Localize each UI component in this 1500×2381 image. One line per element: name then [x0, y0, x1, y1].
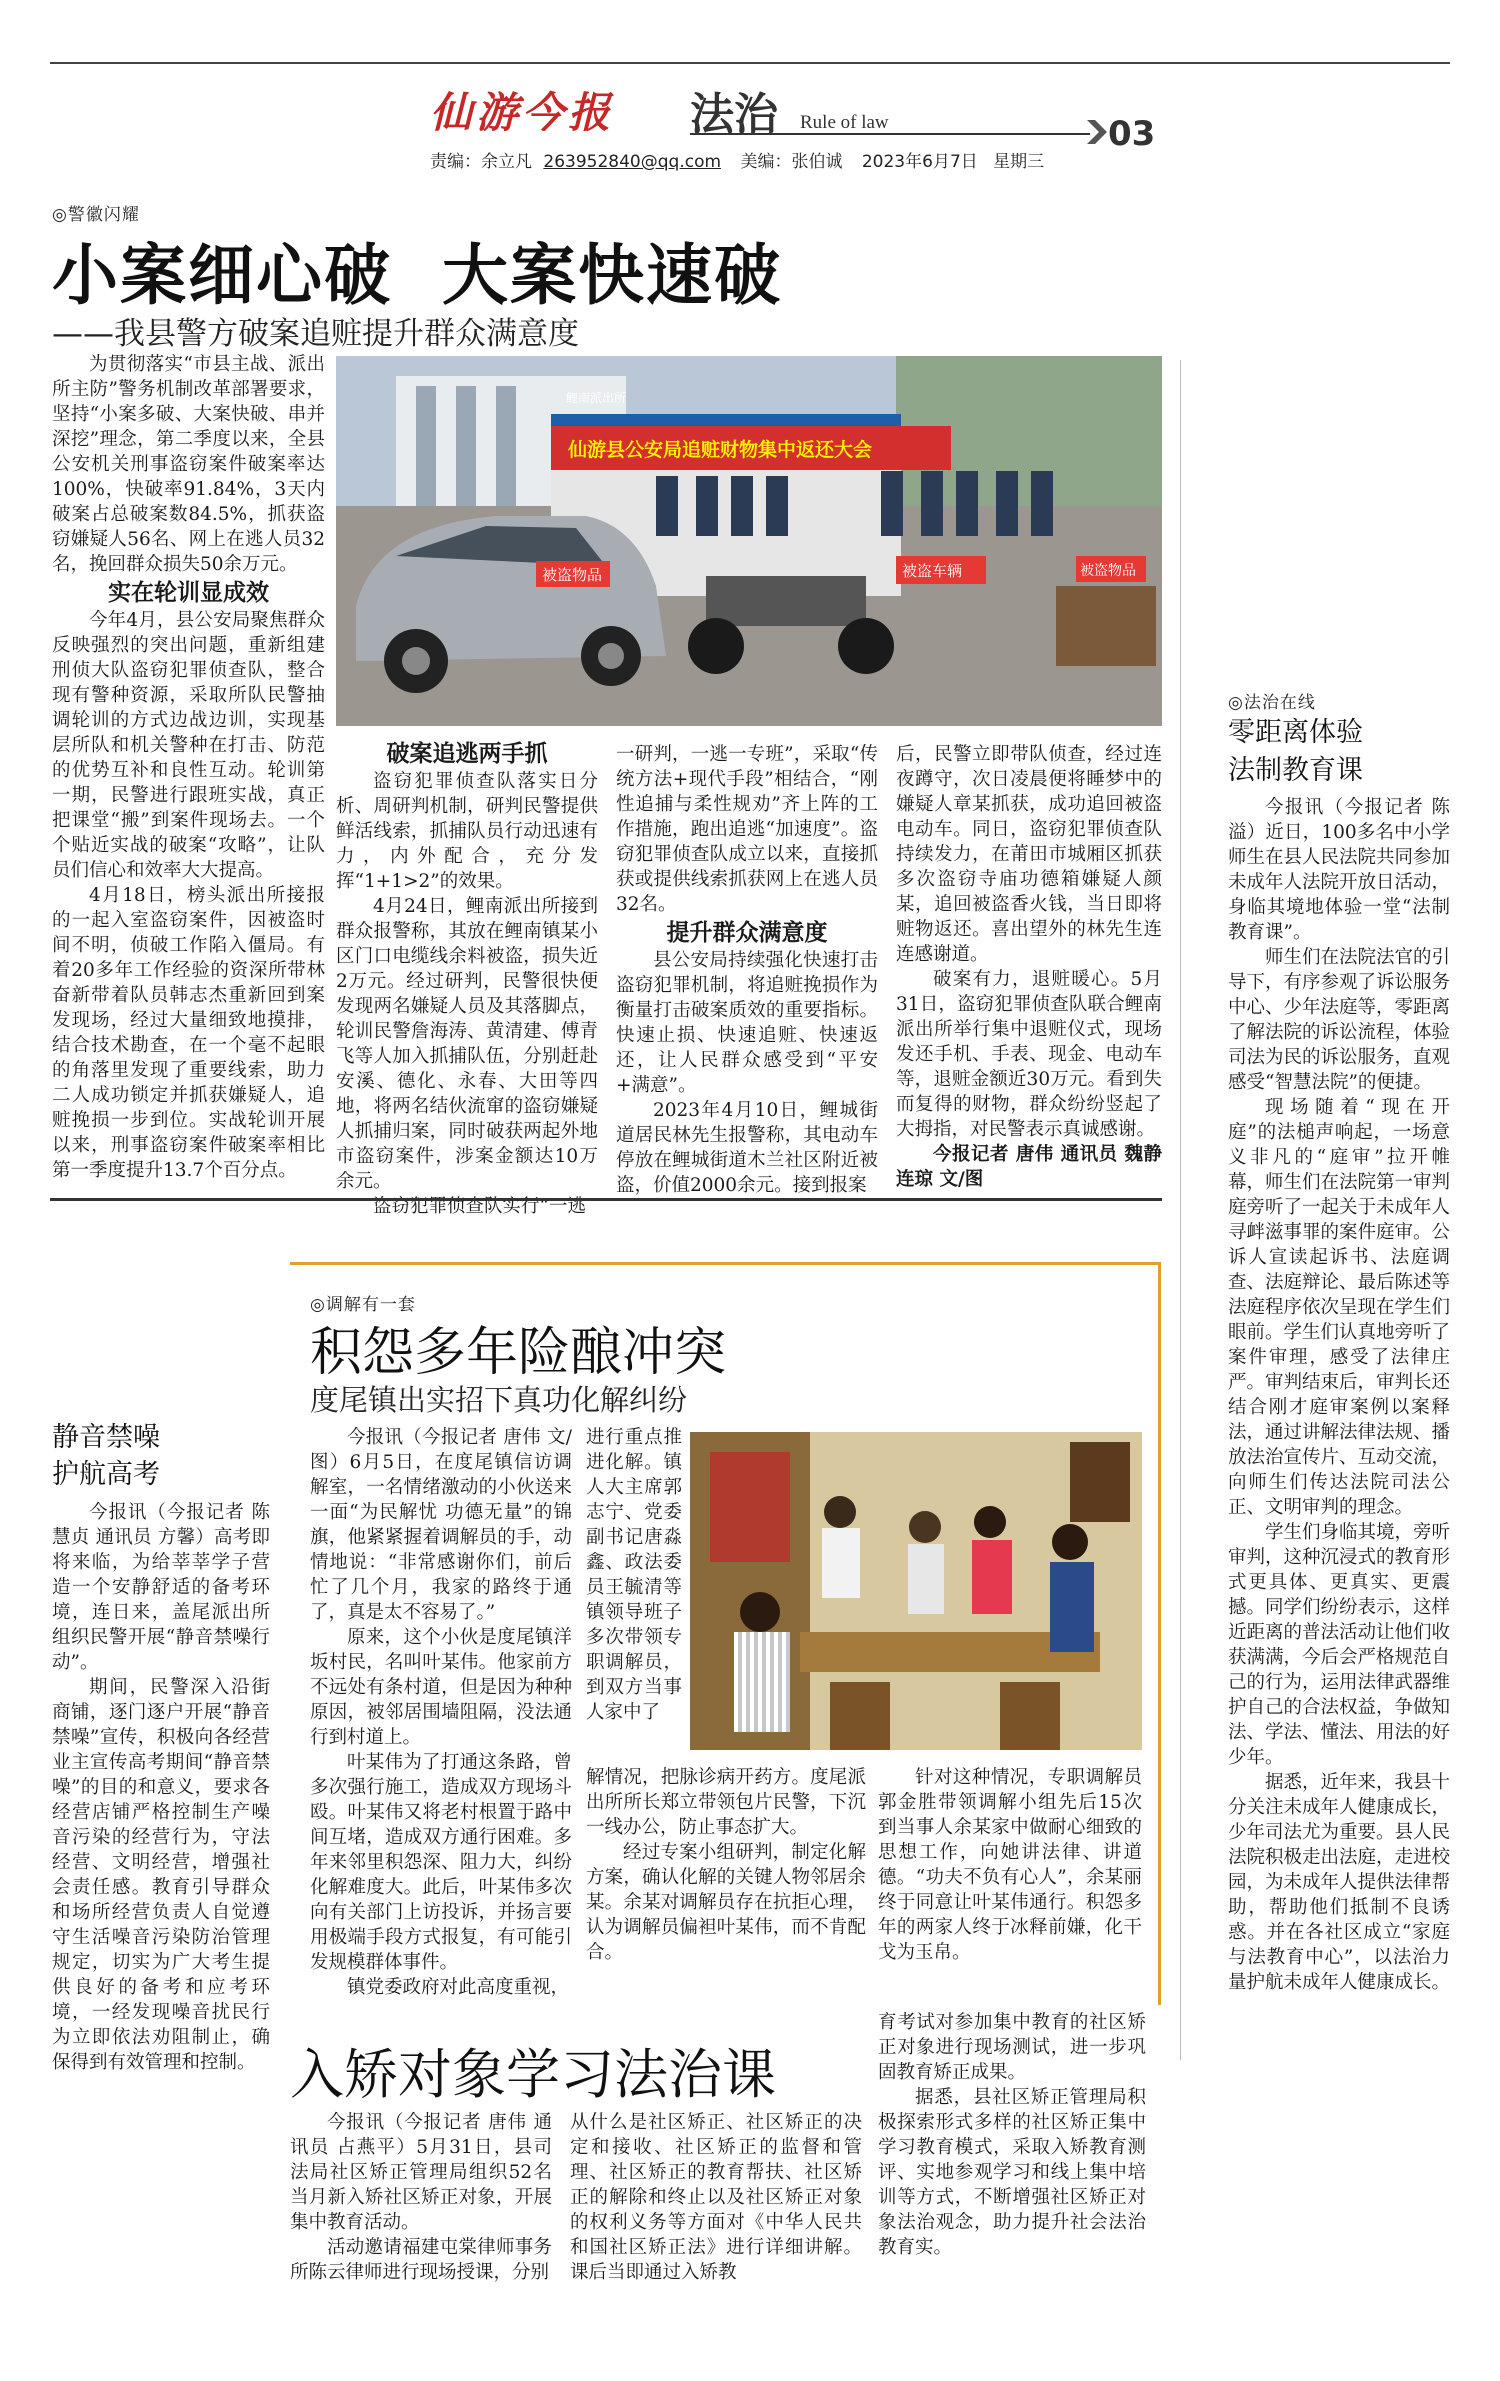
top-rule — [50, 62, 1450, 64]
right-p4: 学生们身临其境，旁听审判，这种沉浸式的教育形式更具体、更真实、更震撼。同学们纷纷表示，这样近距离的普法活动让他们收获满满，今后会严格规范自己的行为，运用法律武器维护自己的合法权益，争做知法、学法、懂法、用法的好少年。 — [1228, 1522, 1451, 1768]
mediation-col1-p2: 原来，这个小伙是度尾镇洋坂村民，名叫叶某伟。他家前方不远处有条村道，但是因为种种原因，被邻居围墙阻隔，没法通行到村道上。 — [310, 1627, 572, 1748]
correction-col1-p1: 今报讯（今报记者 唐伟 通讯员 占燕平）5月31日，县司法局社区矫正管理局组织52名当月新入矫社区矫正对象，开展集中教育活动。 — [290, 2112, 552, 2233]
right-p5: 据悉，近年来，我县十分关注未成年人健康成长，少年司法尤为重要。县人民法院积极走出法庭，走进校园，为未成年人提供法律帮助，帮助他们抵制不良诱惑。并在各社区成立“家庭与法教育中心”，以法治力量护航未成年人健康成长。 — [1228, 1772, 1451, 1993]
right-p2: 师生们在法院法官的引导下，有序参观了诉讼服务中心、少年法庭等，零距离了解法院的诉讼流程，体验司法为民的诉讼服务，直观感受“智慧法院”的便捷。 — [1228, 947, 1451, 1093]
right-p3: 现场随着“现在开庭”的法槌声响起，一场意义非凡的“庭审”拉开帷幕，师生们在法院第一审判庭旁听了一起关于未成年人寻衅滋事罪的案件庭审。公诉人宣读起诉书、法庭调查、法庭辩论、最后陈述等法庭程序依次呈现在学生们眼前。学生们认真地旁听了案件审理，感受了法律庄严。审判结束后，审判长还结合刚才庭审案例以案释法，通过讲解法律法规、播放法治宣传片、互动交流，向师生们传达法院司法公正、文明审判的理念。 — [1228, 1097, 1451, 1518]
editor-line — [430, 147, 1044, 172]
mediation-headline: 积怨多年险酿冲突 — [310, 1323, 727, 1383]
lead-photo — [336, 356, 1162, 726]
photo-banner-text: 仙游县公安局追赃财物集中返还大会 — [568, 439, 873, 461]
section-title: 法治 — [690, 89, 778, 140]
right-body — [1228, 795, 1450, 1995]
lead-col1b-p1: 今年4月，县公安局聚焦群众反映强烈的突出问题，重新组建刑侦大队盗窃犯罪侦查队，整合现有警种资源，采取所队民警抽调轮训的方式边战边训，实现基层所队和机关警种在打击、防范的优势互补和良性互动。轮训第一期，民警进行跟班实战，真正把课堂“搬”到案件现场去。一个个贴近实战的破案“攻略”，让队员们信心和效率大大提高。 — [52, 610, 325, 881]
photo-sign-1: 被盗物品 — [542, 566, 603, 584]
lead-col1 — [52, 352, 325, 1183]
lead-sub-1: 实在轮训显成效 — [108, 580, 269, 606]
lead-sub-3: 提升群众满意度 — [666, 920, 828, 946]
mediation-col2b-p2: 经过专案小组研判，制定化解方案，确认化解的关键人物邻居余某。余某对调解员存在抗拒心理，认为调解员偏袒叶某伟，而不肯配合。 — [586, 1842, 866, 1963]
lead-col2-p3: 盗窃犯罪侦查队实行“一逃 — [373, 1196, 586, 1217]
mediation-col2b — [586, 1765, 866, 1965]
editor: 责编：余立凡 — [430, 152, 532, 172]
correction-col3 — [878, 2010, 1146, 2260]
lead-headline: 小案细心破 大案快速破 — [52, 237, 782, 314]
mediation-col3-p1: 针对这种情况，专职调解员郭金胜带领调解小组先后15次到当事人余某家中做耐心细致的思想工作，向她讲法律、讲道德。“功夫不负有心人”，余某丽终于同意让叶某伟通行。积怨多年的两家人终于冰释前嫌，化干戈为玉帛。 — [878, 1767, 1142, 1963]
quiet-headline-1: 静音禁噪 — [52, 1422, 160, 1453]
mediation-photo — [690, 1432, 1142, 1750]
mediation-col2b-p1: 解情况，把脉诊病开药方。度尾派出所所长郑立带领包片民警，下沉一线办公，防止事态扩大。 — [586, 1767, 866, 1838]
correction-col2-p1: 从什么是社区矫正、社区矫正的决定和接收、社区矫正的监督和管理、社区矫正的教育帮扶、社区矫正的解除和终止以及社区矫正对象的权利义务等方面对《中华人民共和国社区矫正法》进行详细讲解。课后当即通过入矫教 — [570, 2112, 862, 2283]
correction-col1-p2: 活动邀请福建屯棠律师事务所陈云律师进行现场授课，分别 — [290, 2237, 552, 2283]
right-headline-2: 法制教育课 — [1228, 755, 1363, 786]
right-headline-1: 零距离体验 — [1228, 717, 1363, 748]
lead-col3b-p1: 县公安局持续强化快速打击盗窃犯罪机制，将追赃挽损作为衡量打击破案质效的重要指标。快速止损、快速追赃、快速返还，让人民群众感受到“平安+满意”。 — [616, 950, 878, 1096]
mediation-col2a — [586, 1425, 682, 1725]
lead-col3 — [616, 742, 878, 1198]
lead-col2 — [336, 742, 598, 1219]
lead-byline: 今报记者 唐伟 通讯员 魏静 连琼 文/图 — [896, 1144, 1162, 1190]
masthead-underline — [690, 133, 1090, 135]
mediation-col1-p1: 今报讯（今报记者 唐伟 文/图）6月5日，在度尾镇信访调解室，一名情绪激动的小伙送来一面“为民解忧 功德无量”的锦旗，他紧紧握着调解员的手，动情地说：“非常感谢你们，前后忙了几个月，我家的路终于通了，真是太不容易了。” — [310, 1427, 572, 1623]
lead-sub-2: 破案追逃两手抓 — [386, 741, 548, 767]
issue-date: 2023年6月7日 — [861, 152, 978, 172]
correction-col3-p2: 据悉，县社区矫正管理局积极探索形式多样的社区矫正集中学习教育模式，采取入矫教育测评、实地参观学习和线上集中培训等方式，不断增强社区矫正对象法治观念，助力提升社会法治教育实。 — [878, 2087, 1146, 2258]
quiet-p1: 今报讯（今报记者 陈慧贞 通讯员 方馨）高考即将来临，为给莘莘学子营造一个安静舒适的备考环境，连日来，盖尾派出所组织民警开展“静音禁噪行动”。 — [52, 1502, 270, 1673]
lead-photo-scene — [336, 356, 1162, 726]
lead-col1b-p2: 4月18日，榜头派出所接报的一起入室盗窃案件，因被盗时间不明，侦破工作陷入僵局。有着20多年工作经验的资深所带林奋新带着队员韩志杰重新回到案发现场，经过大量细致地摸排，结合技术勘查，在一个毫不起眼的角落里发现了重要线索，助力二人成功锁定并抓获嫌疑人，追赃挽损一步到位。实战轮训开展以来，刑事盗窃案件破案率相比第一季度提升13.7个百分点。 — [52, 885, 325, 1181]
lead-bottom-rule — [50, 1198, 1162, 1201]
quiet-p2: 期间，民警深入沿街商铺，逐门逐户开展“静音禁噪”宣传，积极向各经营业主宣传高考期间“静音禁噪”的目的和意义，要求各经营店铺严格控制生产噪音污染的经营行为，守法经营、文明经营，增强社会责任感。教育引导群众和场所经营负责人自觉遵守生活噪音污染防治管理规定，切实为广大考生提供良好的备考和应考环境，一经发现噪音扰民行为立即依法劝阻制止，确保得到有效管理和控制。 — [52, 1677, 270, 2073]
paper-name: 仙游今报 — [430, 88, 615, 137]
lead-col2-p2: 4月24日，鲤南派出所接到群众报警称，其放在鲤南镇某小区门口电缆线余料被盗，损失近2万元。经过研判，民警很快便发现两名嫌疑人员及其落脚点，轮训民警詹海涛、黄清建、傅青飞等人加入抓捕队伍，分别赶赴安溪、德化、永春、大田等四地，将两名结伙流窜的盗窃嫌疑人抓捕归案，同时破获两起外地市盗窃案件，涉案金额达10万余元。 — [336, 896, 598, 1192]
quiet-body — [52, 1500, 270, 2075]
issue-weekday: 星期三 — [993, 152, 1045, 172]
lead-col4-p2: 破案有力，退赃暖心。5月31日，盗窃犯罪侦查队联合鲤南派出所举行集中退赃仪式，现场发还手机、手表、现金、电动车等，退赃金额近30万元。看到失而复得的财物，群众纷纷竖起了大拇指，对民警表示真诚感谢。 — [896, 969, 1162, 1140]
lead-subheadline: ——我县警方破案追赃提升群众满意度 — [52, 316, 579, 352]
mediation-subheadline: 度尾镇出实招下真功化解纠纷 — [310, 1383, 688, 1417]
lead-col2-p1: 盗窃犯罪侦查队落实日分析、周研判机制，研判民警提供鲜活线索，抓捕队员行动迅速有力，内外配合，充分发挥“1+1>2”的效果。 — [336, 771, 598, 892]
lead-col3-p1: 一研判，一逃一专班”，采取“传统方法+现代手段”相结合，“刚性追捕与柔性规劝”齐上阵的工作措施，跑出追逃“加速度”。盗窃犯罪侦查队成立以来，直接抓获或提供线索抓获网上在逃人员32名。 — [616, 744, 878, 915]
art-editor: 美编：张伯诚 — [740, 152, 843, 172]
mediation-col2a-text: 进行重点推进化解。镇人大主席郭志宁、党委副书记唐淼鑫、政法委员王毓清等镇领导班子多次带领专职调解员，到双方当事人家中了 — [586, 1427, 682, 1723]
editor-email[interactable]: 263952840@qq.com — [543, 152, 722, 172]
correction-col1 — [290, 2110, 552, 2285]
mediation-photo-scene — [690, 1432, 1142, 1750]
photo-sign-2: 被盗车辆 — [902, 562, 963, 580]
mediation-col1 — [310, 1425, 572, 2000]
right-kicker: ◎法治在线 — [1228, 693, 1316, 713]
right-col-divider — [1180, 360, 1181, 2060]
mediation-kicker: ◎调解有一套 — [310, 1295, 416, 1315]
correction-col2 — [570, 2110, 862, 2285]
lead-col1-p1: 为贯彻落实“市县主战、派出所主防”警务机制改革部署要求，坚持“小案多破、大案快破、串并深挖”理念，第二季度以来，全县公安机关刑事盗窃案件破案率达100%，快破率91.84%，3天内破案占总破案数84.5%，抓获盗窃嫌疑人56名、网上在逃人员32名，挽回群众损失50余万元。 — [52, 354, 325, 575]
mediation-col1-p3: 叶某伟为了打通这条路，曾多次强行施工，造成双方现场斗殴。叶某伟又将老村根置于路中间互堵，造成双方通行困难。多年来邻里积怨深、阻力大，纠纷化解难度大。此后，叶某伟多次向有关部门上访投诉，并扬言要用极端手段方式报复，有可能引发规模群体事件。 — [310, 1752, 572, 1973]
mediation-col3 — [878, 1765, 1142, 1965]
mediation-col1-p4: 镇党委政府对此高度重视， — [347, 1977, 570, 1998]
lead-kicker: ◎警徽闪耀 — [52, 205, 140, 225]
lead-col4-p1: 后，民警立即带队侦查，经过连夜蹲守，次日凌晨便将睡梦中的嫌疑人章某抓获，成功追回被盗电动车。同日，盗窃犯罪侦查队持续发力，在莆田市城厢区抓获多次盗窃寺庙功德箱嫌疑人颜某，追回被盗香火钱，当日即将赃物返还。喜出望外的林先生连连感谢道。 — [896, 744, 1162, 965]
section-title-en: Rule of law — [800, 112, 889, 133]
lead-col4 — [896, 742, 1162, 1192]
correction-headline: 入矫对象学习法治课 — [290, 2043, 776, 2106]
correction-col3-p1: 育考试对参加集中教育的社区矫正对象进行现场测试，进一步巩固教育矫正成果。 — [878, 2012, 1146, 2083]
photo-board: 鲤南派出所 — [566, 391, 627, 405]
page-number: 03 — [1108, 114, 1156, 154]
right-p1: 今报讯（今报记者 陈溢）近日，100多名中小学师生在县人民法院共同参加未成年人法院开放日活动，身临其境地体验一堂“法制教育课”。 — [1228, 797, 1451, 943]
photo-sign-3: 被盗物品 — [1080, 563, 1136, 579]
lead-col3b-p2: 2023年4月10日，鲤城街道居民林先生报警称，其电动车停放在鲤城街道木兰社区附近被盗，价值2000余元。接到报案 — [616, 1100, 878, 1196]
quiet-headline-2: 护航高考 — [52, 1459, 160, 1490]
